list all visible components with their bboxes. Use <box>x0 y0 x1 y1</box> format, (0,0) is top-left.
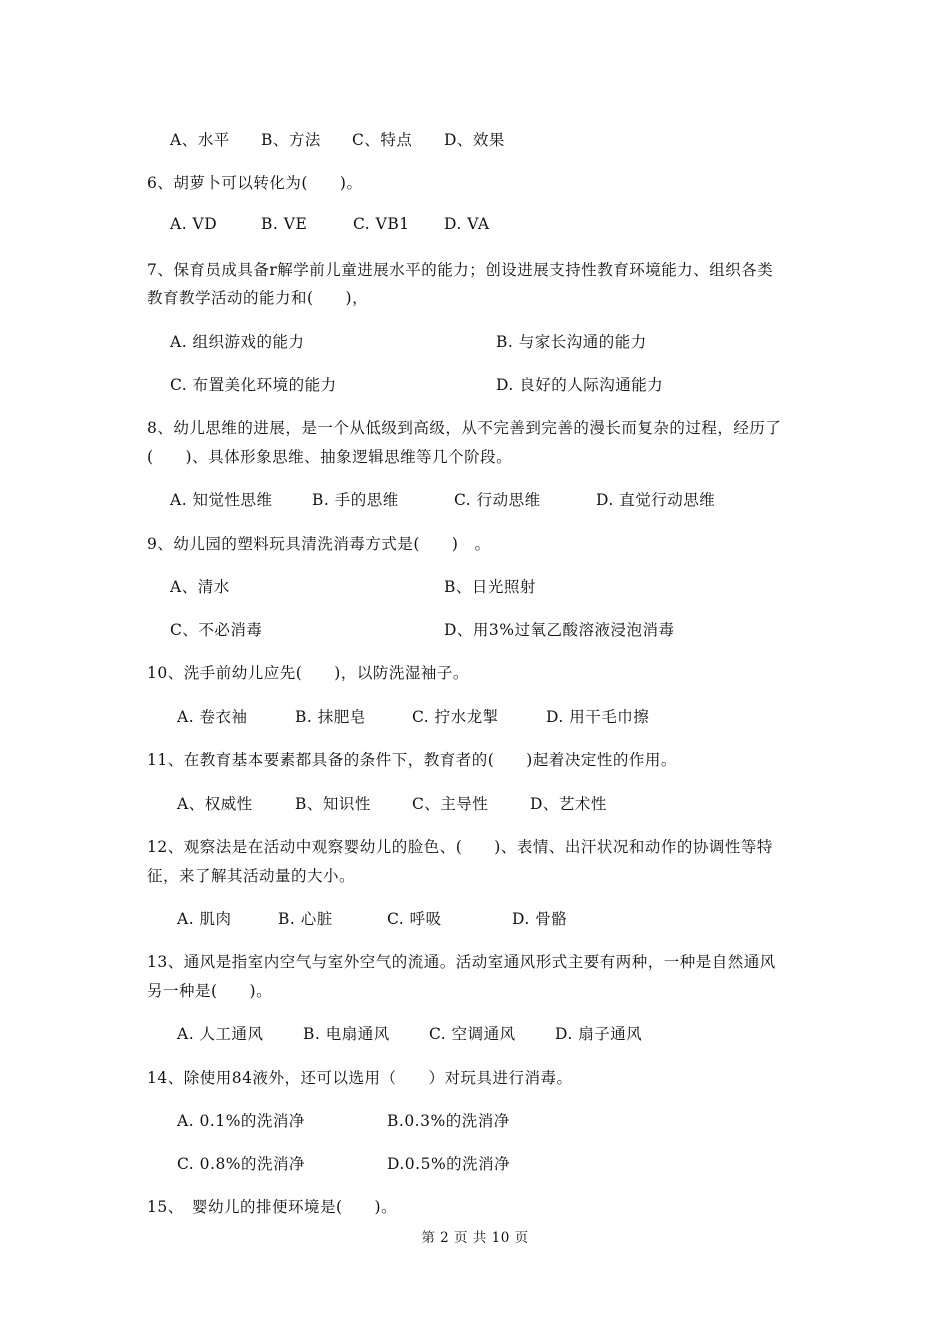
q9-option-c: C、不必消毒 <box>170 621 263 639</box>
q14-stem: 14、除使用84液外，还可以选用（ ）对玩具进行消毒。 <box>147 1069 573 1087</box>
q5-option-d: D、效果 <box>444 131 505 149</box>
q13-option-a: A. 人工通风 <box>177 1025 264 1043</box>
q9-option-b: B、日光照射 <box>444 578 536 596</box>
q8-option-c: C. 行动思维 <box>454 491 541 509</box>
q9-option-d: D、用3%过氧乙酸溶液浸泡消毒 <box>444 621 675 639</box>
q11-option-c: C、主导性 <box>412 795 489 813</box>
q5-option-b: B、方法 <box>261 131 321 149</box>
q14-option-c: C. 0.8%的洗消净 <box>177 1155 306 1173</box>
q13-option-d: D. 扇子通风 <box>555 1025 643 1043</box>
page-number-footer: 第 2 页 共 10 页 <box>421 1230 529 1246</box>
q9-option-a: A、清水 <box>170 578 230 596</box>
q9-stem: 9、幼儿园的塑料玩具清洗消毒方式是( ) 。 <box>147 535 491 553</box>
q12-option-d: D. 骨骼 <box>512 910 568 928</box>
q14-option-d: D.0.5%的洗消净 <box>387 1155 511 1173</box>
q7-option-d: D. 良好的人际沟通能力 <box>496 376 664 394</box>
q10-stem: 10、洗手前幼儿应先( )，以防洗湿袖子。 <box>147 664 469 682</box>
q12-stem-line1: 12、观察法是在活动中观察婴幼儿的脸色、( )、表情、出汗状况和动作的协调性等特 <box>147 838 773 856</box>
q10-option-d: D. 用干毛巾擦 <box>546 708 650 726</box>
q12-option-b: B. 心脏 <box>278 910 333 928</box>
q13-option-c: C. 空调通风 <box>429 1025 516 1043</box>
q6-stem: 6、胡萝卜可以转化为( )。 <box>147 174 363 192</box>
q8-option-d: D. 直觉行动思维 <box>596 491 716 509</box>
q6-option-a: A. VD <box>170 215 218 233</box>
q5-option-c: C、特点 <box>352 131 413 149</box>
q6-option-c: C. VB1 <box>353 215 410 233</box>
q14-option-a: A. 0.1%的洗消净 <box>177 1112 305 1130</box>
q13-stem-line1: 13、通风是指室内空气与室外空气的流通。活动室通风形式主要有两种，一种是自然通风 <box>147 953 776 971</box>
q7-stem-line1: 7、保育员成具备r解学前儿童进展水平的能力；创设进展支持性教育环境能力、组织各类 <box>147 261 774 279</box>
q7-option-c: C. 布置美化环境的能力 <box>170 376 337 394</box>
q7-option-a: A. 组织游戏的能力 <box>170 333 305 351</box>
q13-stem-line2: 另一种是( )。 <box>147 982 273 1000</box>
q15-stem: 15、 婴幼儿的排便环境是( )。 <box>147 1198 398 1216</box>
q8-option-a: A. 知觉性思维 <box>170 491 273 509</box>
q8-stem-line1: 8、幼儿思维的进展，是一个从低级到高级，从不完善到完善的漫长而复杂的过程，经历了 <box>147 419 782 437</box>
q12-option-c: C. 呼吸 <box>387 910 442 928</box>
q10-option-a: A. 卷衣袖 <box>177 708 248 726</box>
q7-option-b: B. 与家长沟通的能力 <box>496 333 647 351</box>
q11-option-a: A、权威性 <box>177 795 253 813</box>
q6-option-b: B. VE <box>261 215 308 233</box>
q11-option-b: B、知识性 <box>295 795 371 813</box>
q10-option-b: B. 抹肥皂 <box>295 708 366 726</box>
q11-option-d: D、艺术性 <box>530 795 607 813</box>
q7-stem-line2: 教育教学活动的能力和( )， <box>147 289 369 307</box>
q12-option-a: A. 肌肉 <box>177 910 232 928</box>
q11-stem: 11、在教育基本要素都具备的条件下，教育者的( )起着决定性的作用。 <box>147 751 677 769</box>
q5-option-a: A、水平 <box>170 131 230 149</box>
q10-option-c: C. 拧水龙掣 <box>412 708 499 726</box>
q8-stem-line2: ( )、具体形象思维、抽象逻辑思维等几个阶段。 <box>147 448 513 466</box>
q6-option-d: D. VA <box>444 215 490 233</box>
q13-option-b: B. 电扇通风 <box>303 1025 390 1043</box>
q8-option-b: B. 手的思维 <box>312 491 399 509</box>
q14-option-b: B.0.3%的洗消净 <box>387 1112 510 1130</box>
q12-stem-line2: 征，来了解其活动量的大小。 <box>147 867 356 885</box>
